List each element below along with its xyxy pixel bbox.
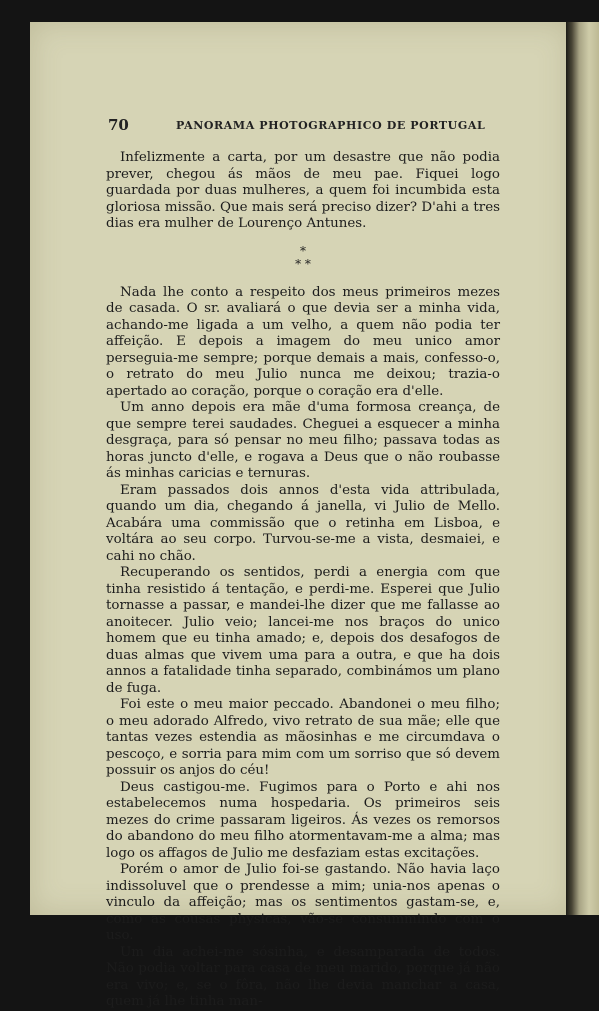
book-spine <box>566 22 599 915</box>
section-separator <box>106 245 500 271</box>
paragraph: Um dia achei-me sósinha, e desamparada de todos. Não podia voltar para casa de meu marido, porque já não era vivo; e, se o fôra, não lhe devia manchar a casa, quem já lhe tinha man- <box>106 944 500 1009</box>
paragraph: Foi este o meu maior peccado. Abandonei o meu filho; o meu adorado Alfredo, vivo retrato de sua mãe; elle que tantas vezes estendia as mãosinhas e me circumdava o pescoço, e sorria para mim com um sorriso que só devem possuir os anjos do céu! <box>106 697 500 778</box>
paragraph: Recuperando os sentidos, perdi a energia com que tinha resistido á tentação, e perdi-me. Esperei que Julio tornasse a passar, e mandei-lhe dizer que me fallasse ao anoitecer. Julio veio; lancei-me nos braços do unico homem que eu tinha amado; e, depois dos desafogos de duas almas que vivem uma para a outra, e que ha dois annos a fatalidade tinha separado, combinámos um plano de fuga. <box>106 565 500 696</box>
paragraph: Deus castigou-me. Fugimos para o Porto e ahi nos estabelecemos numa hospedaria. Os primeiros seis mezes do crime passaram ligeiros. Ás vezes os remorsos do abandono do meu filho atormentavam-me a alma; mas logo os affagos de Julio me desfaziam estas excitações. <box>106 779 500 861</box>
page-header <box>108 116 508 136</box>
page-number: 70 <box>108 116 129 134</box>
separator-bottom-asterisks: * * <box>295 256 311 271</box>
paragraph: Infelizmente a carta, por um desastre que não podia prever, chegou ás mãos de meu pae. Fiquei logo guardada por duas mulheres, a quem foi incumbida esta gloriosa missão. Que mais será preciso dizer? D'ahi a tres dias era mulher de Lourenço Antunes. <box>106 150 500 231</box>
paragraph: Porém o amor de Julio foi-se gastando. Não havia laço indissoluvel que o prendesse a mim; unia-nos apenas o vinculo da affeição; mas os sentimentos gastam-se, e, como as cousas physicas, vão-se consummindo com o uso. <box>106 862 500 943</box>
running-title: PANORAMA PHOTOGRAPHICO DE PORTUGAL <box>176 119 486 132</box>
paragraph: Nada lhe conto a respeito dos meus primeiros mezes de casada. O sr. avaliará o que devia ser a minha vida, achando-me ligada a um velho, a quem não podia ter affeição. E depois a imagem do meu unico amor perseguia-me sempre; porque demais a mais, confesso-o, o retrato do meu Julio nunca me deixou; trazia-o apertado ao coração, porque o coração era d'elle. <box>106 284 500 399</box>
paragraph: Um anno depois era mãe d'uma formosa creança, de que sempre terei saudades. Cheguei a esquecer a minha desgraça, para só pensar no meu filho; passava todas as horas juncto d'elle, e rogava a Deus que o não roubasse ás minhas caricias e ternuras. <box>106 400 500 481</box>
paragraph: Eram passados dois annos d'esta vida attribulada, quando um dia, chegando á janella, vi Julio de Mello. Acabára uma commissão que o retinha em Lisboa, e voltára ao seu corpo. Turvou-se-me a vista, desmaiei, e cahi no chão. <box>106 482 500 564</box>
body-text <box>106 150 500 1011</box>
separator-top-asterisk: * <box>300 243 306 258</box>
